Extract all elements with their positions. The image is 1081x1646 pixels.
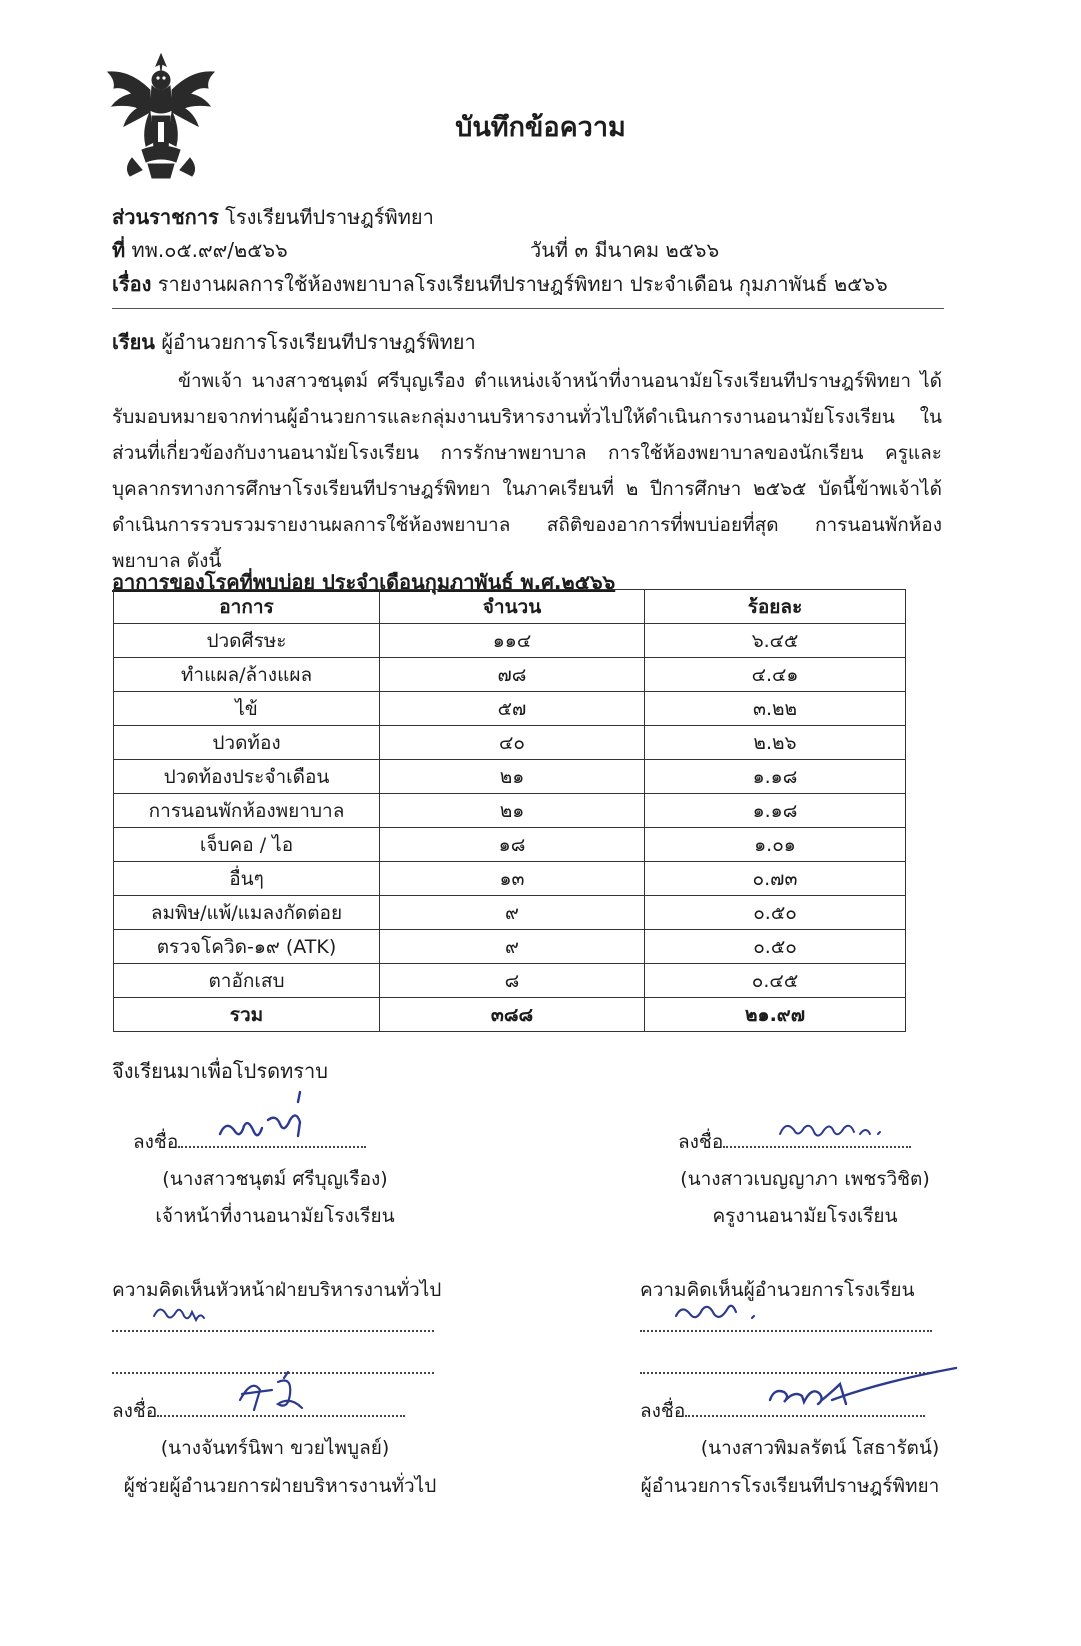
sign-label: ลงชื่อ [133,1131,179,1153]
total-label-cell: รวม [114,998,380,1032]
signatory-4-name: (นางสาวพิมลรัตน์ โสธารัตน์) [700,1437,940,1459]
addressee-value: ผู้อำนวยการโรงเรียนทีปราษฎร์พิทยา [161,330,476,354]
symptom-cell: ไข้ [114,692,380,726]
table-total-row [114,998,906,1032]
symptom-cell: เจ็บคอ / ไอ [114,828,380,862]
reference-label: ที่ [112,238,126,262]
symptom-cell: การนอนพักห้องพยาบาล [114,794,380,828]
body-paragraph-text: ข้าพเจ้า นางสาวชนุตม์ ศรีบุญเรือง ตำแหน่งเจ้าหน้าที่งานอนามัยโรงเรียนทีปราษฎร์พิทยา ได้รับมอบหมายจากท่านผู้อำนวยการและกลุ่มงานบริหารงานทั่วไปให้ดำเนินการงานอนามัยโรงเรียน ในส่วนที่เกี่ยวข้องกับงานอนามัยโรงเรียน การรักษาพยาบาล การใช้ห้องพยาบาลของนักเรียน ครูและบุคลากรทางการศึกษาโรงเรียนทีปราษฎร์พิทยา ในภาคเรียนที่ ๒ ปีการศึกษา ๒๕๖๕ บัดนี้ข้าพเจ้าได้ดำเนินการรวบรวมรายงานผลการใช้ห้องพยาบาล สถิติของอาการที่พบบ่อยที่สุด การนอนพักห้องพยาบาล ดังนี้ [112,370,942,572]
addressee-label: เรียน [112,330,155,354]
percent-cell: ๔.๔๑ [645,658,906,692]
table-row [114,930,906,964]
symptom-cell: อื่นๆ [114,862,380,896]
symptom-cell: ตรวจโควิด-๑๙ (ATK) [114,930,380,964]
signatory-1-name: (นางสาวชนุตม์ ศรีบุญเรือง) [162,1168,388,1190]
agency-value: โรงเรียนทีปราษฎร์พิทยา [225,205,434,229]
percent-cell: ๐.๕๐ [645,896,906,930]
document-title: บันทึกข้อความ [455,112,626,143]
sign-label: ลงชื่อ [112,1400,158,1422]
table-heading: อาการของโรคที่พบบ่อย ประจำเดือนกุมภาพันธ์ พ.ศ.๒๕๖๖ [112,570,616,594]
count-cell: ๒๑ [380,760,645,794]
column-header-symptom: อาการ [114,590,380,624]
signatory-3-title: ผู้ช่วยผู้อำนวยการฝ่ายบริหารงานทั่วไป [123,1475,437,1497]
body-paragraph [112,363,942,579]
opinion-left-label: ความคิดเห็นหัวหน้าฝ่ายบริหารงานทั่วไป [112,1279,442,1301]
closing-line: จึงเรียนมาเพื่อโปรดทราบ [112,1059,328,1083]
percent-cell: ๑.๑๘ [645,760,906,794]
count-cell: ๙ [380,930,645,964]
signature-4-handwritten-icon [760,1360,960,1414]
signatory-4-title: ผู้อำนวยการโรงเรียนทีปราษฎร์พิทยา [640,1475,940,1497]
agency-label: ส่วนราชการ [112,205,219,229]
symptom-cell: ทำแผล/ล้างแผล [114,658,380,692]
sign-label: ลงชื่อ [678,1131,724,1153]
signatory-2-title: ครูงานอนามัยโรงเรียน [712,1205,898,1227]
count-cell: ๑๑๔ [380,624,645,658]
percent-cell: ๐.๗๓ [645,862,906,896]
percent-cell: ๐.๕๐ [645,930,906,964]
date-label: วันที่ [530,238,569,262]
table-row [114,862,906,896]
table-row [114,896,906,930]
table-row [114,658,906,692]
symptom-cell: ปวดท้องประจำเดือน [114,760,380,794]
table-row [114,760,906,794]
signatory-2-name: (นางสาวเบญญาภา เพชรวิชิต) [680,1168,930,1190]
opinion-left-dotted-line-1 [112,1330,434,1332]
count-cell: ๗๘ [380,658,645,692]
subject-label: เรื่อง [112,272,152,296]
count-cell: ๒๑ [380,794,645,828]
opinion-right-handwritten-icon [670,1296,770,1330]
percent-cell: ๑.๐๑ [645,828,906,862]
opinion-left-handwritten-icon [150,1298,210,1328]
table-header-row [114,590,906,624]
percent-cell: ๓.๒๒ [645,692,906,726]
signature-1-handwritten-icon [214,1090,314,1150]
header-divider [112,308,944,309]
symptom-table [113,589,906,1032]
table-row [114,794,906,828]
count-cell: ๔๐ [380,726,645,760]
column-header-count: จำนวน [380,590,645,624]
signature-2-handwritten-icon [776,1112,886,1148]
count-cell: ๙ [380,896,645,930]
total-percent-cell: ๒๑.๙๗ [645,998,906,1032]
table-row [114,692,906,726]
percent-cell: ๐.๔๕ [645,964,906,998]
percent-cell: ๑.๑๘ [645,794,906,828]
sign-label: ลงชื่อ [640,1400,686,1422]
reference-line [112,234,288,266]
column-header-percent: ร้อยละ [645,590,906,624]
count-cell: ๑๓ [380,862,645,896]
count-cell: ๑๘ [380,828,645,862]
table-row [114,624,906,658]
addressee-line [112,326,476,358]
symptom-cell: ตาอักเสบ [114,964,380,998]
reference-value: ทพ.๐๕.๙๙/๒๕๖๖ [131,238,288,262]
signatory-1-title: เจ้าหน้าที่งานอนามัยโรงเรียน [155,1205,395,1227]
date-value: ๓ มีนาคม ๒๕๖๖ [574,238,720,262]
table-row [114,726,906,760]
count-cell: ๕๗ [380,692,645,726]
symptom-cell: ปวดท้อง [114,726,380,760]
agency-line [112,201,434,233]
count-cell: ๘ [380,964,645,998]
symptom-cell: ปวดศีรษะ [114,624,380,658]
signature-3-handwritten-icon [232,1370,322,1418]
percent-cell: ๒.๒๖ [645,726,906,760]
table-row [114,964,906,998]
opinion-right-label: ความคิดเห็นผู้อำนวยการโรงเรียน [640,1279,915,1301]
signatory-3-name: (นางจันทร์นิพา ขวยไพบูลย์) [160,1437,390,1459]
percent-cell: ๖.๔๕ [645,624,906,658]
date-line [530,234,719,266]
table-row [114,828,906,862]
symptom-cell: ลมพิษ/แพ้/แมลงกัดต่อย [114,896,380,930]
opinion-right-dotted-line-1 [640,1330,932,1332]
total-count-cell: ๓๘๘ [380,998,645,1032]
subject-line [112,268,888,300]
subject-value: รายงานผลการใช้ห้องพยาบาลโรงเรียนทีปราษฎร์พิทยา ประจำเดือน กุมภาพันธ์ ๒๕๖๖ [157,272,888,296]
